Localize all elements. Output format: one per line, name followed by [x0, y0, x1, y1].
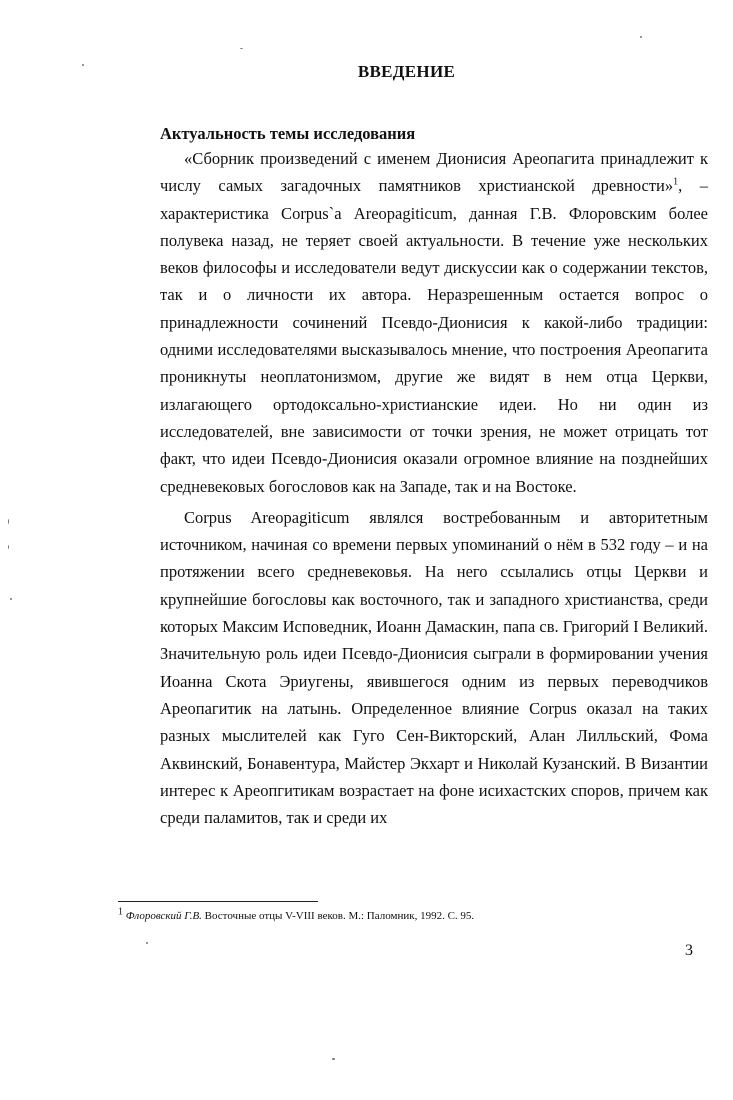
section-heading: Актуальность темы исследования	[160, 124, 416, 143]
scan-speck	[332, 1058, 335, 1060]
footnote-number: 1	[118, 906, 123, 918]
body-text	[160, 145, 708, 831]
footnote-divider	[118, 901, 318, 902]
footnote-author: Флоровский Г.В.	[125, 910, 202, 922]
paragraph-1	[160, 145, 708, 500]
scan-speck	[240, 48, 243, 49]
page-title: ВВЕДЕНИЕ	[357, 62, 456, 81]
page-number: 3	[685, 942, 693, 959]
scan-speck	[8, 519, 9, 524]
paragraph-1-text-start: «Сборник произведений с именем Дионисия Ареопагита принадлежит к числу самых загадочных памятников христианской древности»	[160, 149, 708, 196]
scan-speck	[10, 598, 12, 600]
scan-speck	[146, 942, 148, 944]
scan-speck	[640, 36, 642, 38]
footnote-reference: 1	[673, 176, 679, 188]
footnote-text: Восточные отцы V-VIII веков. М.: Паломник, 1992. С. 95.	[201, 910, 475, 922]
scan-speck	[82, 64, 84, 66]
paragraph-1-text-end: , – характеристика Corpus`а Areopagiticum, данная Г.В. Флоровским более полувека назад, не теряет своей актуальности. В течение уже нескольких веков философы и исследователи ведут дискуссии как о содержании текстов, так и о личности их автора. Неразрешенным остается вопрос о принадлежности сочинений Псевдо-Дионисия к какой-либо традиции: одними исследователями высказывалось мнение, что построения Ареопагита проникнуты неоплатонизмом, другие же видят в нем отца Церкви, излагающего ортодоксально-христианские идеи. Но ни один из исследователей, вне зависимости от точки зрения, не может отрицать тот факт, что идеи Псевдо-Дионисия оказали огромное влияние на позднейших средневековых богословов как на Западе, так и на Востоке.	[160, 176, 709, 496]
paragraph-2: Corpus Areopagiticum являлся востребованным и авторитетным источником, начиная со времени первых упоминаний о нём в 532 году – и на протяжении всего средневековья. На него ссылались отцы Церкви и крупнейшие богословы как восточного, так и западного христианства, среди которых Максим Исповедник, Иоанн Дамаскин, папа св. Григорий I Великий. Значительную роль идеи Псевдо-Дионисия сыграли в формировании учения Иоанна Скота Эриугены, явившегося одним из первых переводчиков Ареопагитик на латынь. Определенное влияние Corpus оказал на таких разных мыслителей как Гуго Сен-Викторский, Алан Лилльский, Фома Аквинский, Бонавентура, Майстер Экхарт и Николай Кузанский. В Византии интерес к Ареопгитикам возрастает на фоне исихастских споров, причем как среди паламитов, так и среди их	[160, 507, 708, 828]
scan-speck	[8, 545, 9, 549]
footnote	[118, 906, 708, 922]
